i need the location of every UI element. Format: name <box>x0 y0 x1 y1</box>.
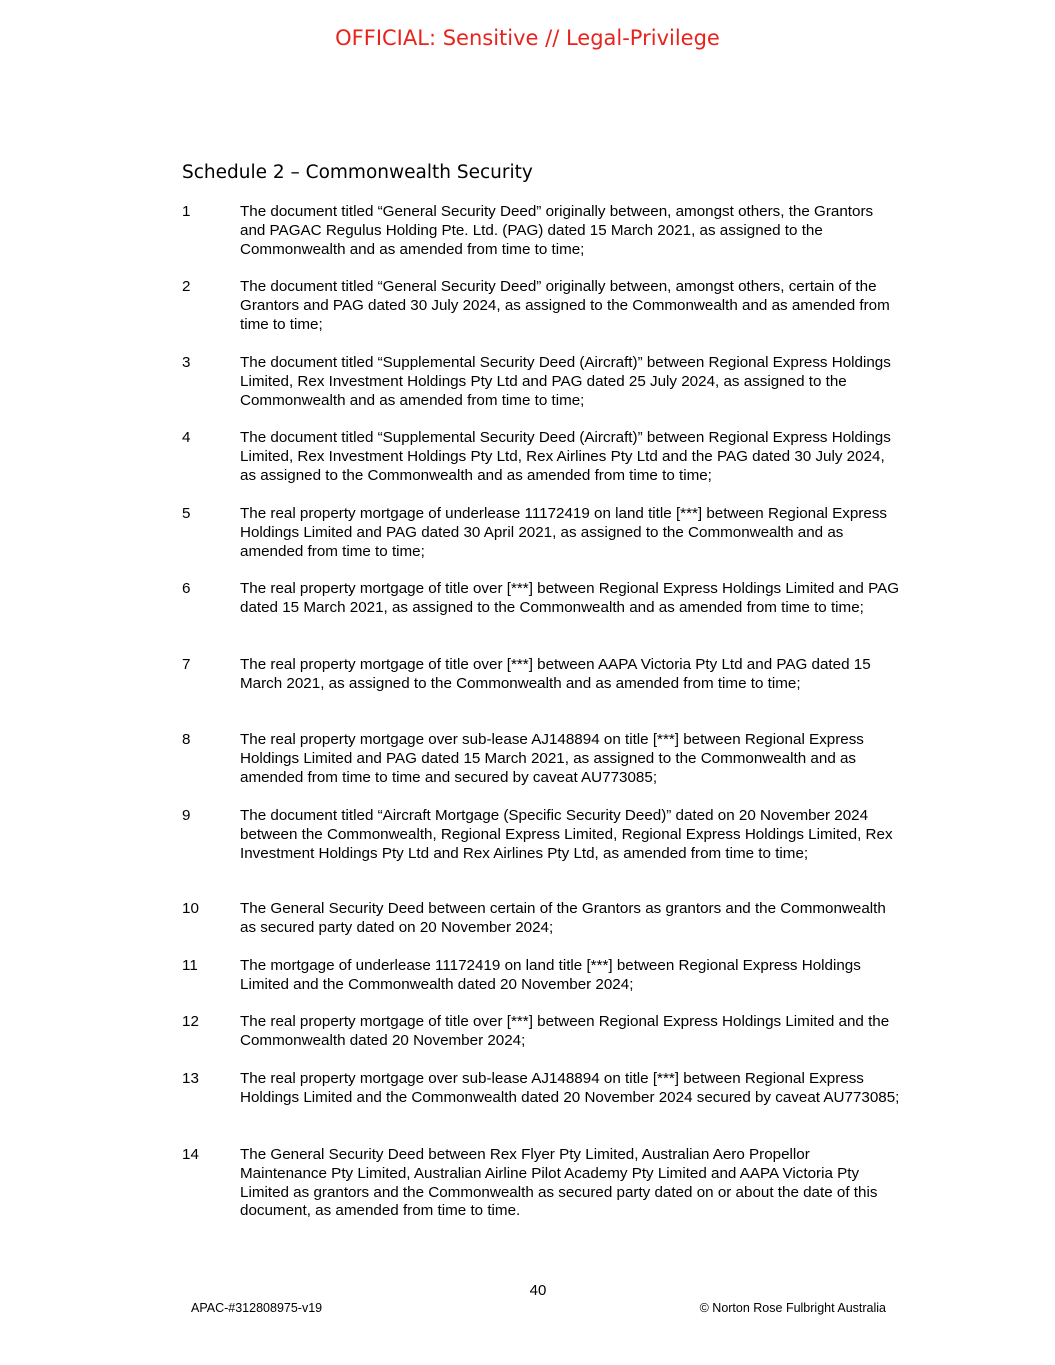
item-number: 10 <box>182 900 199 917</box>
item-text: The document titled “Aircraft Mortgage (Specific Security Deed)” dated on 20 November 2024 between the Commonwealth, Regional Express Limited, Regional Express Holdings Limited, Rex Investment Holdings Pty Ltd and Rex Airlines Pty Ltd, as amended from time to time; <box>240 807 893 862</box>
item-number: 14 <box>182 1146 199 1163</box>
item-number: 11 <box>182 957 198 974</box>
item-number: 7 <box>182 656 191 673</box>
item-number: 9 <box>182 807 191 824</box>
item-number: 8 <box>182 731 191 748</box>
item-number: 4 <box>182 429 191 446</box>
item-text: The real property mortgage of title over [***] between AAPA Victoria Pty Ltd and PAG dated 15 March 2021, as assigned to the Commonwealth and as amended from time to time; <box>240 656 871 692</box>
item-number: 13 <box>182 1070 199 1087</box>
document-id: APAC-#312808975-v19 <box>191 1301 323 1315</box>
page-number: 40 <box>529 1282 547 1299</box>
item-text: The General Security Deed between certain of the Grantors as grantors and the Commonwealth as secured party dated on 20 November 2024; <box>240 900 886 936</box>
item-text: The mortgage of underlease 11172419 on land title [***] between Regional Express Holdings Limited and the Commonwealth dated 20 November 2024; <box>240 957 861 993</box>
copyright-notice: © Norton Rose Fulbright Australia <box>699 1301 886 1315</box>
item-number: 5 <box>182 505 191 522</box>
item-text: The document titled “Supplemental Security Deed (Aircraft)” between Regional Express Holdings Limited, Rex Investment Holdings Pty Ltd, Rex Airlines Pty Ltd and the PAG dated 30 July 2024, as assigned to the Commonwealth and as amended from time to time; <box>240 429 891 484</box>
item-text: The real property mortgage over sub-lease AJ148894 on title [***] between Regional Express Holdings Limited and the Commonwealth dated 20 November 2024 secured by caveat AU773085; <box>240 1070 900 1106</box>
item-text: The real property mortgage of underlease 11172419 on land title [***] between Regional Express Holdings Limited and PAG dated 30 April 2021, as assigned to the Commonwealth and as amended from time to time; <box>240 505 888 560</box>
item-number: 2 <box>182 278 191 295</box>
item-number: 3 <box>182 354 191 371</box>
item-text: The General Security Deed between Rex Flyer Pty Limited, Australian Aero Propellor Maintenance Pty Limited, Australian Airline Pilot Academy Pty Limited and AAPA Victoria Pty Limited as grantors and the Commonwealth as secured party dated on or about the date of this document, as amended from time to time. <box>240 1146 878 1220</box>
item-number: 6 <box>182 580 191 597</box>
item-number: 12 <box>182 1013 199 1030</box>
item-text: The document titled “General Security Deed” originally between, amongst others, the Grantors and PAGAC Regulus Holding Pte. Ltd. (PAG) dated 15 March 2021, as assigned to the Commonwealth and as amended from time to time; <box>240 203 874 258</box>
classification-banner: OFFICIAL: Sensitive // Legal-Privilege <box>335 26 720 50</box>
item-text: The document titled “General Security Deed” originally between, amongst others, certain of the Grantors and PAG dated 30 July 2024, as assigned to the Commonwealth and as amended from time to time; <box>240 278 890 333</box>
schedule-heading: Schedule 2 – Commonwealth Security <box>182 162 533 183</box>
item-text: The real property mortgage over sub-lease AJ148894 on title [***] between Regional Express Holdings Limited and PAG dated 15 March 2021, as assigned to the Commonwealth and as amended from time to time and secured by caveat AU773085; <box>240 731 864 786</box>
item-text: The document titled “Supplemental Security Deed (Aircraft)” between Regional Express Holdings Limited, Rex Investment Holdings Pty Ltd and PAG dated 25 July 2024, as assigned to the Commonwealth and as amended from time to time; <box>240 354 891 409</box>
item-text: The real property mortgage of title over [***] between Regional Express Holdings Limited and the Commonwealth dated 20 November 2024; <box>240 1013 890 1049</box>
item-text: The real property mortgage of title over [***] between Regional Express Holdings Limited and PAG dated 15 March 2021, as assigned to the Commonwealth and as amended from time to time; <box>240 580 900 616</box>
item-number: 1 <box>182 203 191 220</box>
